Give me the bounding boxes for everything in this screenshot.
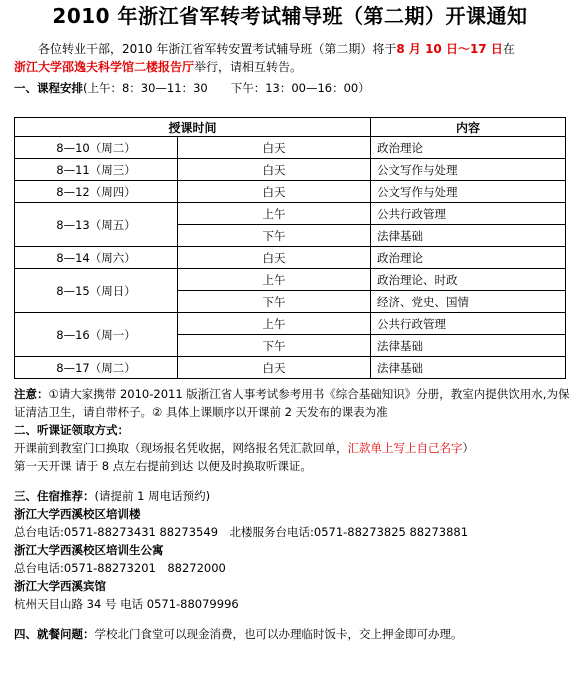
row-date: 8—15（周日） (15, 269, 178, 313)
row-content: 法律基础 (371, 225, 566, 247)
page-title: 2010 年浙江省军转考试辅导班（第二期）开课通知 (52, 4, 528, 28)
row-date: 8—16（周一） (15, 313, 178, 357)
table-row (15, 137, 566, 159)
hotel-phone: 总台电话:0571-88273201 88272000 (14, 561, 226, 575)
row-time: 下午 (178, 225, 371, 247)
row-time: 上午 (178, 203, 371, 225)
table-row (15, 269, 566, 291)
note-label: 注意： (14, 387, 49, 401)
row-time: 白天 (178, 137, 371, 159)
section2-heading (14, 421, 570, 439)
row-content: 公文写作与处理 (371, 159, 566, 181)
section3-heading (14, 487, 570, 505)
row-time: 上午 (178, 313, 371, 335)
section1-hours: (上午：8：30—11：30 下午：13：00—16：00） (83, 81, 370, 95)
row-date: 8—13（周五） (15, 203, 178, 247)
schedule-table (14, 117, 566, 379)
row-time: 白天 (178, 247, 371, 269)
hotel-phone: 总台电话:0571-88273431 88273549 北楼服务台电话:0571-88273825 88273881 (14, 525, 469, 539)
hotel-name (14, 505, 570, 523)
table-row (15, 313, 566, 335)
spacer (14, 613, 570, 625)
row-date: 8—14（周六） (15, 247, 178, 269)
row-time: 白天 (178, 181, 371, 203)
row-time: 下午 (178, 291, 371, 313)
row-time: 白天 (178, 159, 371, 181)
hotel-name (14, 541, 570, 559)
section4-text: 学校北门食堂可以现金消费，也可以办理临时饭卡，交上押金即可办理。 (94, 627, 463, 641)
intro-venue: 浙江大学邵逸夫科学馆二楼报告厅 (14, 60, 195, 74)
hotel-name (14, 577, 570, 595)
row-content: 政治理论 (371, 137, 566, 159)
section4-title: 四、就餐问题： (14, 627, 95, 641)
row-date: 8—12（周四） (15, 181, 178, 203)
section2-text-a: 开课前到教室门口换取（现场报名凭收据，网络报名凭汇款回单， (14, 441, 348, 455)
row-time: 白天 (178, 357, 371, 379)
intro-text-3: 举行，请相互转告。 (194, 60, 303, 74)
intro-dates: 8 月 10 日～17 日 (396, 42, 503, 56)
section1-title: 一、课程安排 (14, 81, 83, 95)
schedule-header-row (15, 118, 566, 137)
table-row (15, 159, 566, 181)
hotel-name-text: 浙江大学西溪校区培训楼 (14, 507, 141, 521)
hotel-name-text: 浙江大学西溪宾馆 (14, 579, 106, 593)
row-content: 公文写作与处理 (371, 181, 566, 203)
row-content: 政治理论 (371, 247, 566, 269)
header-time: 授课时间 (15, 118, 371, 137)
spacer (14, 475, 570, 487)
section3-title: 三、住宿推荐： (14, 489, 95, 503)
row-date: 8—17（周二） (15, 357, 178, 379)
hotel-name-text: 浙江大学西溪校区培训生公寓 (14, 543, 164, 557)
row-content: 经济、党史、国情 (371, 291, 566, 313)
note-text: ①请大家携带 2010-2011 版浙江省人事考试参考用书《综合基础知识》分册，教室内提供饮用水,为保证清洁卫生，请自带杯子。② 具体上课顺序以开课前 2 天发布的课表为准 (14, 387, 570, 419)
row-content: 法律基础 (371, 357, 566, 379)
table-row (15, 181, 566, 203)
section2-line2: 第一天开课 请于 8 点左右提前到达 以便及时换取听课证。 (14, 459, 312, 473)
row-date: 8—10（周二） (15, 137, 178, 159)
section2-text-b: ） (462, 441, 474, 455)
row-content: 法律基础 (371, 335, 566, 357)
intro-paragraph (14, 40, 574, 76)
row-content: 公共行政管理 (371, 313, 566, 335)
notes-block (14, 385, 570, 643)
row-content: 政治理论、时政 (371, 269, 566, 291)
row-date: 8—11（周三） (15, 159, 178, 181)
section2-title: 二、听课证领取方式： (14, 423, 129, 437)
row-time: 上午 (178, 269, 371, 291)
row-time: 下午 (178, 335, 371, 357)
hotel-phone: 杭州天目山路 34 号 电话 0571-88079996 (14, 597, 239, 611)
intro-text-1: 各位转业干部，2010 年浙江省军转安置考试辅导班（第二期）将于 (38, 42, 397, 56)
intro-text-2: 在 (502, 42, 515, 56)
section4-paragraph (14, 625, 570, 643)
note-paragraph (14, 385, 570, 421)
table-row (15, 203, 566, 225)
section2-line1 (14, 439, 570, 457)
section3-sub: (请提前 1 周电话预约) (94, 489, 211, 503)
table-row (15, 357, 566, 379)
table-row (15, 247, 566, 269)
section-schedule-heading (14, 80, 370, 96)
header-content: 内容 (371, 118, 566, 137)
section2-text-red: 汇款单上写上自己名字 (347, 441, 463, 455)
row-content: 公共行政管理 (371, 203, 566, 225)
